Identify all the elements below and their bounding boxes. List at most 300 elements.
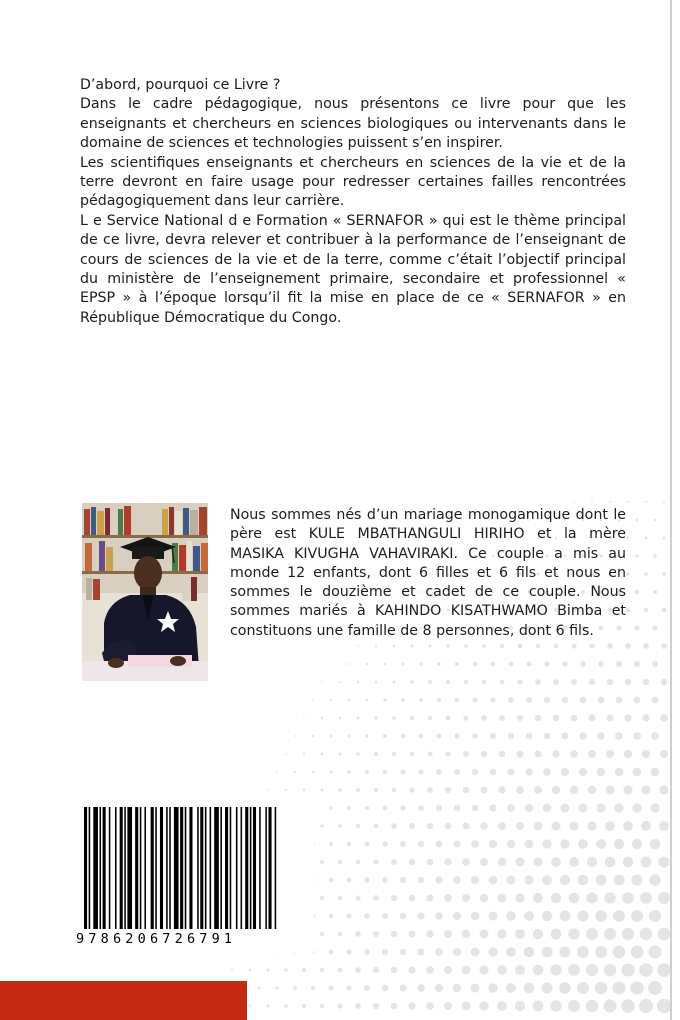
halftone-dot	[568, 1000, 580, 1012]
halftone-dot	[356, 716, 359, 719]
halftone-dot	[382, 877, 388, 883]
barcode-bar	[151, 807, 154, 929]
halftone-dot	[652, 661, 658, 667]
halftone-dot	[481, 715, 487, 721]
halftone-dot	[455, 662, 459, 666]
halftone-dot	[249, 1005, 252, 1008]
halftone-dot	[596, 803, 605, 812]
halftone-dot	[604, 1000, 617, 1013]
halftone-dot	[445, 823, 452, 830]
halftone-dot	[472, 697, 477, 702]
halftone-dot	[481, 787, 488, 794]
halftone-dot	[571, 643, 576, 648]
halftone-dot	[580, 697, 587, 704]
halftone-dot	[662, 572, 666, 576]
halftone-dot	[488, 911, 497, 920]
halftone-dot	[357, 681, 359, 683]
intro-paragraph: L e Service National d e Formation « SERNAFOR » qui est le thème principal de ce livre, devra relever et contribuer à la performance de l’enseignant de cours de sciences de la vie et de la terre, comme c’était l’objectif principal du ministère de l’enseignement primaire, secondaire et professionnel « EPSP » à l’époque lorsqu’il fit la mise en place de ce « SERNAFOR » en République Démocratique du Congo.	[80, 212, 626, 326]
halftone-dot	[488, 947, 497, 956]
halftone-dot	[428, 716, 433, 721]
halftone-dot	[551, 929, 562, 940]
halftone-dot	[597, 768, 605, 776]
halftone-dot	[453, 840, 460, 847]
halftone-dot	[651, 732, 659, 740]
halftone-dot	[320, 1004, 325, 1009]
halftone-dot	[634, 625, 639, 630]
barcode-bar	[160, 807, 163, 929]
halftone-dot	[408, 966, 415, 973]
halftone-dot	[533, 1001, 544, 1012]
halftone-dot	[632, 839, 642, 849]
barcode-bar	[185, 807, 187, 929]
halftone-dot	[382, 913, 388, 919]
barcode-bar	[245, 807, 248, 929]
barcode-bar	[155, 807, 157, 929]
halftone-dot	[329, 878, 333, 882]
halftone-dot	[587, 821, 597, 831]
halftone-dot	[534, 750, 541, 757]
halftone-dot	[346, 949, 351, 954]
halftone-dot	[661, 679, 668, 686]
halftone-dot	[285, 789, 287, 791]
halftone-dot	[462, 822, 469, 829]
barcode-bar	[197, 807, 199, 929]
halftone-dot	[642, 750, 650, 758]
halftone-dot	[462, 930, 470, 938]
halftone-dot	[355, 967, 361, 973]
halftone-dot	[649, 910, 661, 922]
halftone-dot	[293, 986, 297, 990]
halftone-dot	[426, 1002, 434, 1010]
halftone-dot	[624, 714, 631, 721]
halftone-dot	[426, 894, 433, 901]
halftone-dot	[303, 789, 306, 792]
barcode	[74, 797, 314, 953]
halftone-dot	[569, 857, 579, 867]
halftone-dot	[366, 699, 369, 702]
halftone-dot	[302, 1004, 306, 1008]
halftone-dot	[382, 841, 387, 846]
halftone-dot	[499, 679, 504, 684]
halftone-dot	[338, 932, 343, 937]
halftone-dot	[356, 788, 360, 792]
halftone-dot	[329, 986, 334, 991]
halftone-dot	[329, 950, 334, 955]
halftone-dot	[643, 643, 649, 649]
halftone-dot	[579, 732, 586, 739]
halftone-dot	[526, 697, 532, 703]
halftone-dot	[418, 769, 423, 774]
halftone-dot	[417, 948, 424, 955]
barcode-bar	[220, 807, 222, 929]
halftone-dot	[409, 895, 416, 902]
halftone-dot	[524, 911, 534, 921]
halftone-dot	[312, 771, 315, 774]
halftone-dot	[330, 735, 333, 738]
halftone-dot	[654, 519, 656, 521]
halftone-dot	[644, 572, 648, 576]
halftone-dot	[498, 822, 506, 830]
halftone-dot	[391, 931, 397, 937]
halftone-dot	[595, 946, 607, 958]
halftone-dot	[588, 714, 595, 721]
halftone-dot	[356, 824, 361, 829]
halftone-dot	[417, 912, 424, 919]
halftone-dot	[437, 662, 441, 666]
halftone-dot	[624, 750, 632, 758]
halftone-dot	[320, 860, 324, 864]
halftone-dot	[355, 895, 360, 900]
halftone-dot	[391, 859, 397, 865]
halftone-dot	[536, 644, 541, 649]
halftone-dot	[455, 698, 460, 703]
halftone-dot	[384, 663, 387, 666]
halftone-dot	[552, 786, 560, 794]
halftone-dot	[627, 501, 629, 503]
halftone-dot	[392, 788, 397, 793]
halftone-dot	[339, 717, 342, 720]
halftone-dot	[428, 680, 432, 684]
barcode-bar	[241, 807, 243, 929]
halftone-dot	[426, 966, 434, 974]
halftone-dot	[586, 1000, 598, 1012]
halftone-dot	[497, 929, 506, 938]
halftone-dot	[480, 894, 489, 903]
halftone-dot	[365, 842, 370, 847]
halftone-dot	[462, 894, 470, 902]
halftone-dot	[515, 1001, 525, 1011]
halftone-dot	[463, 715, 468, 720]
halftone-dot	[552, 822, 561, 831]
halftone-dot	[507, 768, 514, 775]
halftone-dot	[621, 999, 634, 1012]
barcode-bar	[89, 807, 91, 929]
halftone-dot	[427, 823, 433, 829]
halftone-dot	[631, 910, 643, 922]
halftone-dot	[418, 877, 425, 884]
halftone-dot	[426, 930, 433, 937]
halftone-dot	[605, 821, 615, 831]
halftone-dot	[374, 788, 379, 793]
halftone-dot	[543, 768, 551, 776]
halftone-dot	[364, 877, 369, 882]
halftone-dot	[375, 681, 378, 684]
halftone-dot	[516, 822, 524, 830]
halftone-dot	[348, 663, 350, 665]
halftone-dot	[400, 877, 406, 883]
accent-bar	[0, 981, 247, 1020]
halftone-dot	[471, 804, 478, 811]
halftone-dot	[579, 768, 587, 776]
halftone-dot	[663, 537, 666, 540]
halftone-dot	[616, 697, 623, 704]
halftone-dot	[562, 697, 568, 703]
right-edge-rule	[670, 0, 672, 1020]
halftone-dot	[364, 949, 370, 955]
halftone-dot	[337, 967, 342, 972]
halftone-dot	[613, 874, 624, 885]
halftone-dot	[598, 697, 605, 704]
halftone-dot	[627, 537, 630, 540]
halftone-dot	[650, 803, 660, 813]
halftone-dot	[616, 661, 622, 667]
halftone-dot	[427, 859, 434, 866]
halftone-dot	[534, 786, 542, 794]
halftone-dot	[392, 680, 395, 683]
halftone-dot	[614, 839, 624, 849]
barcode-bar	[180, 807, 183, 929]
halftone-dot	[658, 928, 671, 941]
halftone-dot	[497, 1001, 507, 1011]
halftone-dot	[312, 735, 314, 737]
halftone-dot	[339, 681, 341, 683]
halftone-dot	[382, 949, 388, 955]
halftone-dot	[410, 752, 415, 757]
barcode-bar	[100, 807, 102, 929]
halftone-dot	[525, 768, 532, 775]
halftone-dot	[570, 786, 578, 794]
halftone-dot	[462, 858, 470, 866]
halftone-dot	[401, 734, 405, 738]
halftone-dot	[400, 841, 406, 847]
intro-paragraph: Les scientifiques enseignants et chercheurs en sciences de la vie et de la terre devront en faire usage pour redresser certaines failles rencontrées pédagogiquement dans leur carrière.	[80, 154, 626, 210]
halftone-dot	[626, 572, 630, 576]
halftone-dot	[606, 786, 615, 795]
halftone-dot	[454, 805, 461, 812]
halftone-dot	[623, 785, 632, 794]
halftone-dot	[302, 968, 306, 972]
halftone-dot	[446, 644, 450, 648]
halftone-dot	[418, 841, 424, 847]
halftone-dot	[578, 875, 589, 886]
halftone-dot	[462, 1002, 471, 1011]
halftone-dot	[640, 928, 653, 941]
halftone-dot	[631, 874, 642, 885]
halftone-dot	[596, 839, 606, 849]
halftone-dot	[568, 964, 580, 976]
halftone-dot	[373, 859, 378, 864]
halftone-dot	[559, 982, 571, 994]
halftone-dot	[661, 643, 667, 649]
author-photo	[82, 503, 208, 681]
halftone-dot	[347, 878, 352, 883]
halftone-dot	[284, 968, 288, 972]
halftone-dot	[621, 963, 634, 976]
halftone-dot	[409, 823, 415, 829]
halftone-dot	[258, 987, 261, 990]
halftone-dot	[462, 966, 471, 975]
halftone-dot	[586, 964, 598, 976]
halftone-dot	[445, 787, 451, 793]
halftone-dot	[506, 983, 516, 993]
halftone-dot	[427, 787, 433, 793]
halftone-dot	[500, 644, 504, 648]
halftone-dot	[303, 717, 305, 719]
halftone-dot	[516, 858, 525, 867]
halftone-dot	[526, 661, 531, 666]
author-bio-text: Nous sommes nés d’un mariage monogamique dont le père est KULE MBATHANGULI HIRIHO et la mère MASIKA KIVUGHA VAHAVIRAKI. Ce couple a mis au monde 12 enfants, dont 6 filles et 6 fils et nous en sommes le douzième et cadet de ce couple. Nous sommes mariés à KAHINDO KISATHWAMO Bimba et constituons une famille de 8 personnes, dont 6 fils.	[230, 507, 626, 639]
halftone-dot	[446, 716, 451, 721]
halftone-dot	[649, 874, 660, 885]
halftone-dot	[507, 804, 515, 812]
halftone-dot	[373, 967, 379, 973]
halftone-dot	[533, 965, 544, 976]
halftone-dot	[436, 769, 442, 775]
halftone-dot	[285, 753, 287, 755]
halftone-dot	[491, 662, 496, 667]
halftone-dot	[652, 697, 659, 704]
halftone-dot	[515, 965, 525, 975]
barcode-bar	[93, 807, 98, 929]
halftone-dot	[419, 698, 423, 702]
halftone-dot	[436, 733, 441, 738]
halftone-dot	[365, 770, 369, 774]
halftone-dot	[383, 698, 386, 701]
halftone-dot	[453, 984, 462, 993]
halftone-dot	[393, 645, 396, 648]
halftone-dot	[560, 875, 570, 885]
halftone-dot	[577, 982, 589, 994]
halftone-dot	[569, 893, 580, 904]
barcode-bar	[109, 807, 111, 929]
halftone-dot	[634, 697, 641, 704]
halftone-dot	[613, 910, 625, 922]
halftone-dot	[391, 895, 397, 901]
halftone-dot	[660, 750, 668, 758]
barcode-bar	[127, 807, 132, 929]
barcode-bar	[103, 807, 106, 929]
halftone-dot	[409, 859, 415, 865]
halftone-dot	[642, 714, 649, 721]
halftone-dot	[329, 914, 334, 919]
halftone-dot	[517, 715, 523, 721]
halftone-dot	[559, 946, 570, 957]
halftone-dot	[650, 839, 661, 850]
halftone-dot	[578, 839, 588, 849]
barcode-bar	[225, 807, 228, 929]
halftone-dot	[408, 1002, 415, 1009]
halftone-dot	[516, 786, 524, 794]
halftone-dot	[615, 768, 624, 777]
halftone-dot	[463, 751, 469, 757]
halftone-dot	[374, 716, 377, 719]
halftone-dot	[231, 969, 233, 971]
halftone-dot	[471, 840, 479, 848]
halftone-dot	[634, 661, 640, 667]
barcode-bar	[144, 807, 146, 929]
halftone-dot	[551, 893, 561, 903]
barcode-bar	[115, 807, 117, 929]
halftone-dot	[561, 804, 570, 813]
barcode-bar	[140, 807, 142, 929]
halftone-dot	[373, 1003, 379, 1009]
halftone-dot	[509, 662, 514, 667]
halftone-dot	[454, 733, 459, 738]
halftone-dot	[320, 824, 324, 828]
halftone-dot	[320, 788, 323, 791]
halftone-dot	[659, 821, 669, 831]
intro-paragraph: Dans le cadre pédagogique, nous présentons ce livre pour que les enseignants et chercheurs en sciences biologiques ou intervenants dans le domaine de sciences et technologies puissent s’en inspirer.	[80, 96, 626, 152]
halftone-dot	[552, 750, 559, 757]
halftone-dot	[321, 753, 324, 756]
halftone-dot	[573, 501, 575, 503]
barcode-bar	[250, 807, 252, 929]
halftone-dot	[535, 679, 541, 685]
halftone-dot	[320, 968, 325, 973]
halftone-dot	[320, 932, 324, 936]
halftone-dot	[543, 804, 551, 812]
halftone-dot	[589, 643, 594, 648]
halftone-dot	[499, 715, 505, 721]
halftone-dot	[400, 805, 405, 810]
halftone-dot	[533, 929, 543, 939]
halftone-dot	[662, 608, 667, 613]
halftone-dot	[364, 985, 370, 991]
halftone-dot	[568, 928, 579, 939]
intro-section	[80, 76, 626, 328]
halftone-dot	[660, 714, 667, 721]
halftone-dot	[525, 840, 534, 849]
halftone-dot	[346, 913, 351, 918]
halftone-dot	[337, 1003, 342, 1008]
halftone-dot	[347, 770, 351, 774]
barcode-bar	[214, 807, 219, 929]
halftone-dot	[644, 608, 649, 613]
halftone-dot	[482, 680, 487, 685]
barcode-bar	[210, 807, 212, 929]
halftone-dot	[533, 857, 542, 866]
halftone-dot	[497, 965, 507, 975]
halftone-dot	[507, 876, 516, 885]
halftone-dot	[623, 857, 634, 868]
halftone-dot	[517, 679, 522, 684]
halftone-dot	[276, 771, 278, 773]
halftone-dot	[635, 590, 639, 594]
halftone-dot	[444, 858, 451, 865]
halftone-dot	[355, 1003, 361, 1009]
halftone-dot	[586, 928, 598, 940]
halftone-dot	[480, 930, 489, 939]
halftone-dot	[366, 663, 368, 665]
halftone-dot	[613, 946, 626, 959]
halftone-dot	[553, 679, 559, 685]
halftone-dot	[490, 733, 496, 739]
halftone-dot	[640, 892, 652, 904]
halftone-dot	[338, 788, 342, 792]
author-bio	[230, 506, 626, 641]
halftone-dot	[508, 733, 514, 739]
halftone-dot	[347, 806, 351, 810]
halftone-dot	[383, 734, 387, 738]
halftone-dot	[374, 824, 379, 829]
halftone-dot	[553, 715, 560, 722]
halftone-dot	[435, 912, 443, 920]
halftone-dot	[554, 644, 559, 649]
halftone-dot	[653, 590, 657, 594]
halftone-dot	[365, 734, 369, 738]
halftone-dot	[561, 732, 568, 739]
halftone-dot	[524, 947, 534, 957]
barcode-bar	[230, 807, 232, 929]
halftone-dot	[489, 876, 498, 885]
halftone-dot	[612, 981, 625, 994]
halftone-dot	[312, 699, 314, 701]
halftone-dot	[464, 644, 468, 648]
barcode-bar	[166, 807, 168, 929]
halftone-dot	[508, 697, 514, 703]
halftone-dot	[338, 896, 343, 901]
halftone-dot	[641, 785, 650, 794]
